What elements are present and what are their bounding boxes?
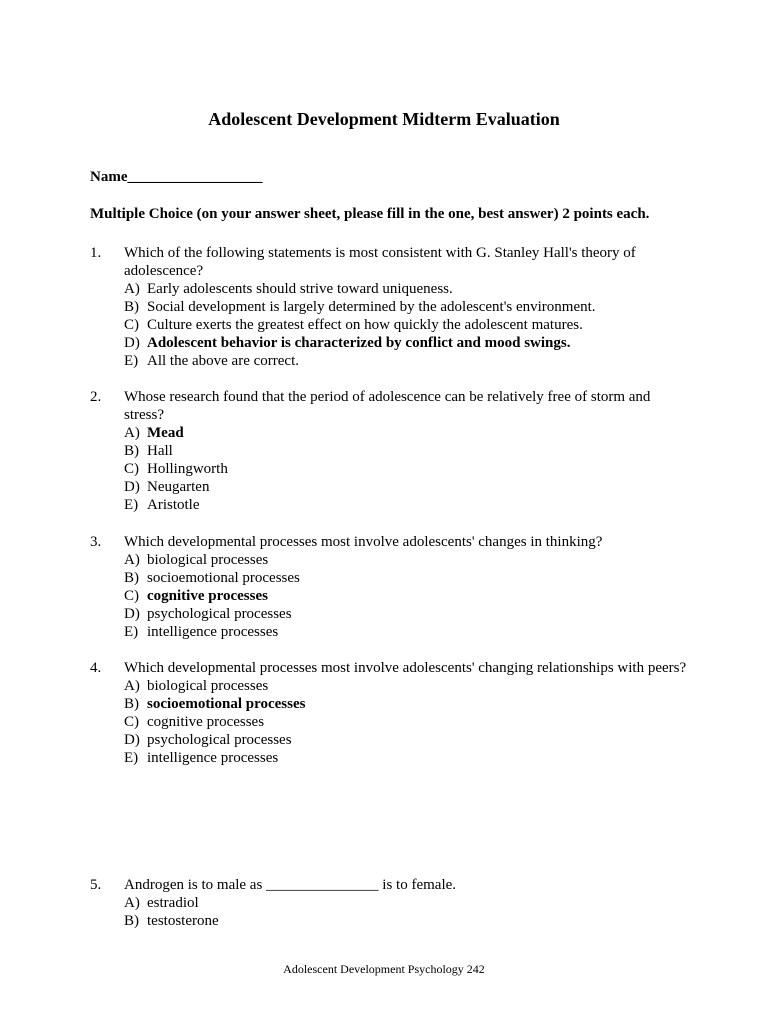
option-text: Hall [147, 443, 173, 459]
question-item [90, 388, 690, 514]
option-letter: B) [124, 443, 139, 459]
question-item [90, 533, 690, 641]
answer-option [124, 695, 690, 713]
option-letter: E) [124, 750, 139, 766]
question-stem [90, 876, 690, 894]
option-letter: B) [124, 299, 139, 315]
option-text: socioemotional processes [147, 570, 300, 586]
option-letter: A) [124, 552, 140, 568]
page-footer: Adolescent Development Psychology 242 [283, 962, 485, 976]
option-text: Early adolescents should strive toward uniqueness. [147, 281, 453, 297]
option-letter: E) [124, 353, 139, 369]
question-number: 3. [90, 534, 102, 550]
question-number: 1. [90, 245, 102, 261]
option-text: Hollingworth [147, 461, 228, 477]
question-text: Which developmental processes most involve adolescents' changes in thinking? [124, 534, 603, 550]
option-letter: E) [124, 497, 139, 513]
answer-option [124, 912, 690, 930]
option-letter: C) [124, 588, 139, 604]
answer-option [124, 280, 690, 298]
answer-option [124, 442, 690, 460]
option-letter: D) [124, 335, 140, 351]
answer-option [124, 713, 690, 731]
option-letter: D) [124, 479, 140, 495]
question-item [90, 244, 690, 370]
question-stem [90, 244, 690, 280]
option-letter: B) [124, 913, 139, 929]
option-text: intelligence processes [147, 750, 279, 766]
question-text: Androgen is to male as _______________ is to female. [124, 877, 457, 893]
option-letter: C) [124, 714, 139, 730]
question-text: Whose research found that the period of adolescence can be relatively free of storm and stress? [124, 389, 651, 423]
answer-option [124, 731, 690, 749]
answer-option [124, 677, 690, 695]
option-letter: B) [124, 570, 139, 586]
question-item [90, 659, 690, 767]
option-text: Culture exerts the greatest effect on how quickly the adolescent matures. [147, 317, 583, 333]
answer-option [124, 749, 690, 767]
answer-option [124, 478, 690, 496]
correct-answer-text: Adolescent behavior is characterized by conflict and mood swings. [147, 335, 571, 351]
question-stem [90, 659, 690, 677]
name-field-label: Name__________________ [90, 169, 263, 185]
question-number: 4. [90, 660, 102, 676]
answer-option [124, 298, 690, 316]
question-text: Which developmental processes most involve adolescents' changing relationships with peers? [124, 660, 687, 676]
answer-option [124, 316, 690, 334]
option-text: Aristotle [147, 497, 200, 513]
question-number: 5. [90, 877, 102, 893]
answer-option [124, 496, 690, 514]
question-text: Which of the following statements is most consistent with G. Stanley Hall's theory of adolescence? [124, 245, 636, 279]
question-item [90, 876, 690, 930]
correct-answer-text: Mead [147, 425, 184, 441]
answer-option [124, 460, 690, 478]
option-text: testosterone [147, 913, 219, 929]
answer-option [124, 623, 690, 641]
answer-option [124, 551, 690, 569]
option-text: psychological processes [147, 732, 292, 748]
answer-option [124, 424, 690, 442]
option-text: biological processes [147, 552, 269, 568]
option-letter: B) [124, 696, 139, 712]
correct-answer-text: socioemotional processes [147, 696, 306, 712]
option-letter: A) [124, 895, 140, 911]
option-text: Social development is largely determined by the adolescent's environment. [147, 299, 596, 315]
option-letter: D) [124, 606, 140, 622]
question-number: 2. [90, 389, 102, 405]
option-letter: A) [124, 425, 140, 441]
option-text: Neugarten [147, 479, 210, 495]
answer-option [124, 569, 690, 587]
page-title: Adolescent Development Midterm Evaluation [208, 109, 560, 129]
question-stem [90, 533, 690, 551]
option-text: cognitive processes [147, 714, 265, 730]
option-text: biological processes [147, 678, 269, 694]
option-text: All the above are correct. [147, 353, 299, 369]
answer-option [124, 352, 690, 370]
section-instructions: Multiple Choice (on your answer sheet, please fill in the one, best answer) 2 points each. [90, 206, 650, 222]
answer-option [124, 334, 690, 352]
answer-option [124, 587, 690, 605]
option-letter: D) [124, 732, 140, 748]
option-text: psychological processes [147, 606, 292, 622]
answer-option [124, 605, 690, 623]
correct-answer-text: cognitive processes [147, 588, 268, 604]
option-text: intelligence processes [147, 624, 279, 640]
option-text: estradiol [147, 895, 199, 911]
answer-option [124, 894, 690, 912]
option-letter: C) [124, 461, 139, 477]
option-letter: C) [124, 317, 139, 333]
option-letter: A) [124, 678, 140, 694]
option-letter: A) [124, 281, 140, 297]
option-letter: E) [124, 624, 139, 640]
question-stem [90, 388, 690, 424]
